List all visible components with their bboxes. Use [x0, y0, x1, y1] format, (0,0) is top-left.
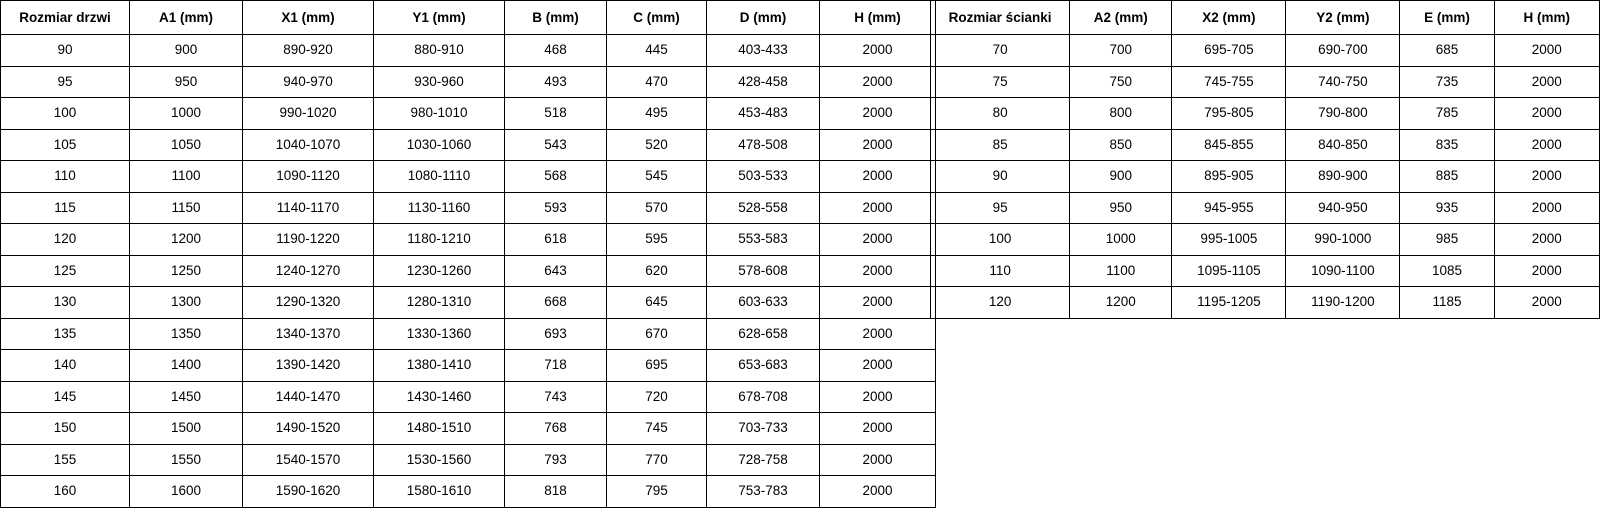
table-cell: 753-783 [707, 476, 820, 508]
table-cell: 493 [505, 66, 607, 98]
doors-column-header: Rozmiar drzwi [1, 1, 130, 35]
walls-dimensions-table [930, 0, 1600, 319]
table-cell: 693 [505, 318, 607, 350]
table-cell: 835 [1400, 129, 1494, 161]
table-cell: 100 [1, 98, 130, 130]
table-cell: 800 [1070, 98, 1172, 130]
table-row [931, 129, 1600, 161]
table-row [1, 255, 936, 287]
table-cell: 468 [505, 35, 607, 67]
table-row [1, 318, 936, 350]
walls-column-header: A2 (mm) [1070, 1, 1172, 35]
table-cell: 1090-1120 [243, 161, 374, 193]
doors-table-header [1, 1, 936, 35]
table-cell: 768 [505, 413, 607, 445]
table-cell: 518 [505, 98, 607, 130]
table-row [1, 66, 936, 98]
table-cell: 618 [505, 224, 607, 256]
doors-table-body [1, 35, 936, 508]
table-cell: 950 [1070, 192, 1172, 224]
walls-column-header: Y2 (mm) [1286, 1, 1400, 35]
table-cell: 1340-1370 [243, 318, 374, 350]
table-row [1, 129, 936, 161]
table-cell: 793 [505, 444, 607, 476]
table-cell: 95 [931, 192, 1070, 224]
table-cell: 885 [1400, 161, 1494, 193]
table-cell: 543 [505, 129, 607, 161]
table-cell: 1080-1110 [374, 161, 505, 193]
table-cell: 1100 [1070, 255, 1172, 287]
walls-table-body [931, 35, 1600, 319]
table-cell: 1000 [1070, 224, 1172, 256]
table-cell: 2000 [820, 413, 936, 445]
table-cell: 740-750 [1286, 66, 1400, 98]
doors-column-header: H (mm) [820, 1, 936, 35]
table-cell: 593 [505, 192, 607, 224]
table-cell: 743 [505, 381, 607, 413]
table-cell: 700 [1070, 35, 1172, 67]
table-cell: 785 [1400, 98, 1494, 130]
table-cell: 1185 [1400, 287, 1494, 319]
table-cell: 1150 [130, 192, 243, 224]
table-row [1, 98, 936, 130]
table-cell: 850 [1070, 129, 1172, 161]
table-cell: 90 [1, 35, 130, 67]
table-cell: 80 [931, 98, 1070, 130]
table-cell: 495 [607, 98, 707, 130]
table-cell: 690-700 [1286, 35, 1400, 67]
table-cell: 545 [607, 161, 707, 193]
table-cell: 1590-1620 [243, 476, 374, 508]
table-row [931, 192, 1600, 224]
table-row [1, 413, 936, 445]
table-cell: 945-955 [1172, 192, 1286, 224]
table-cell: 1180-1210 [374, 224, 505, 256]
table-cell: 2000 [1494, 287, 1599, 319]
table-cell: 745 [607, 413, 707, 445]
table-cell: 1190-1220 [243, 224, 374, 256]
table-cell: 890-920 [243, 35, 374, 67]
table-cell: 120 [1, 224, 130, 256]
table-cell: 1440-1470 [243, 381, 374, 413]
table-cell: 2000 [820, 224, 936, 256]
table-cell: 718 [505, 350, 607, 382]
table-cell: 2000 [820, 255, 936, 287]
table-cell: 1050 [130, 129, 243, 161]
table-cell: 1550 [130, 444, 243, 476]
table-cell: 1540-1570 [243, 444, 374, 476]
table-header-row [931, 1, 1600, 35]
table-cell: 100 [931, 224, 1070, 256]
table-cell: 478-508 [707, 129, 820, 161]
table-cell: 2000 [820, 444, 936, 476]
table-cell: 735 [1400, 66, 1494, 98]
table-cell: 1085 [1400, 255, 1494, 287]
table-cell: 1040-1070 [243, 129, 374, 161]
table-cell: 1095-1105 [1172, 255, 1286, 287]
table-header-row [1, 1, 936, 35]
table-cell: 745-755 [1172, 66, 1286, 98]
table-cell: 2000 [1494, 35, 1599, 67]
table-cell: 2000 [820, 287, 936, 319]
table-cell: 453-483 [707, 98, 820, 130]
doors-column-header: X1 (mm) [243, 1, 374, 35]
table-cell: 895-905 [1172, 161, 1286, 193]
table-cell: 445 [607, 35, 707, 67]
table-cell: 2000 [820, 192, 936, 224]
table-cell: 2000 [820, 66, 936, 98]
doors-column-header: D (mm) [707, 1, 820, 35]
table-cell: 990-1020 [243, 98, 374, 130]
table-cell: 1380-1410 [374, 350, 505, 382]
table-cell: 1600 [130, 476, 243, 508]
table-cell: 140 [1, 350, 130, 382]
table-cell: 720 [607, 381, 707, 413]
table-cell: 2000 [820, 350, 936, 382]
table-cell: 1280-1310 [374, 287, 505, 319]
walls-dimensions-table-container [930, 0, 1600, 319]
table-row [1, 476, 936, 508]
table-cell: 620 [607, 255, 707, 287]
table-cell: 70 [931, 35, 1070, 67]
table-cell: 1390-1420 [243, 350, 374, 382]
table-cell: 1190-1200 [1286, 287, 1400, 319]
walls-column-header: H (mm) [1494, 1, 1599, 35]
table-cell: 578-608 [707, 255, 820, 287]
table-row [1, 192, 936, 224]
table-cell: 603-633 [707, 287, 820, 319]
table-cell: 1290-1320 [243, 287, 374, 319]
table-cell: 130 [1, 287, 130, 319]
table-cell: 2000 [1494, 224, 1599, 256]
table-cell: 1330-1360 [374, 318, 505, 350]
table-cell: 770 [607, 444, 707, 476]
table-cell: 2000 [820, 35, 936, 67]
table-cell: 2000 [1494, 129, 1599, 161]
table-cell: 1350 [130, 318, 243, 350]
table-cell: 1130-1160 [374, 192, 505, 224]
table-cell: 115 [1, 192, 130, 224]
table-cell: 2000 [820, 381, 936, 413]
table-row [931, 35, 1600, 67]
table-row [931, 224, 1600, 256]
table-cell: 2000 [820, 98, 936, 130]
table-cell: 428-458 [707, 66, 820, 98]
table-cell: 668 [505, 287, 607, 319]
table-cell: 150 [1, 413, 130, 445]
table-cell: 2000 [1494, 192, 1599, 224]
table-cell: 750 [1070, 66, 1172, 98]
table-cell: 880-910 [374, 35, 505, 67]
table-cell: 678-708 [707, 381, 820, 413]
table-cell: 120 [931, 287, 1070, 319]
table-cell: 1195-1205 [1172, 287, 1286, 319]
table-cell: 145 [1, 381, 130, 413]
table-row [931, 161, 1600, 193]
table-cell: 110 [931, 255, 1070, 287]
table-cell: 85 [931, 129, 1070, 161]
table-cell: 1530-1560 [374, 444, 505, 476]
table-cell: 2000 [820, 476, 936, 508]
table-cell: 795 [607, 476, 707, 508]
table-row [931, 287, 1600, 319]
table-cell: 980-1010 [374, 98, 505, 130]
doors-column-header: Y1 (mm) [374, 1, 505, 35]
table-cell: 643 [505, 255, 607, 287]
table-cell: 75 [931, 66, 1070, 98]
table-cell: 890-900 [1286, 161, 1400, 193]
table-cell: 703-733 [707, 413, 820, 445]
table-cell: 105 [1, 129, 130, 161]
walls-table-header [931, 1, 1600, 35]
table-row [931, 66, 1600, 98]
table-cell: 135 [1, 318, 130, 350]
table-cell: 950 [130, 66, 243, 98]
table-cell: 1030-1060 [374, 129, 505, 161]
table-cell: 728-758 [707, 444, 820, 476]
table-cell: 2000 [820, 129, 936, 161]
table-cell: 1490-1520 [243, 413, 374, 445]
table-cell: 1240-1270 [243, 255, 374, 287]
table-cell: 2000 [820, 318, 936, 350]
table-cell: 900 [130, 35, 243, 67]
doors-column-header: C (mm) [607, 1, 707, 35]
table-row [1, 381, 936, 413]
table-cell: 2000 [1494, 255, 1599, 287]
table-cell: 470 [607, 66, 707, 98]
table-cell: 553-583 [707, 224, 820, 256]
table-cell: 985 [1400, 224, 1494, 256]
table-cell: 2000 [820, 161, 936, 193]
table-cell: 628-658 [707, 318, 820, 350]
table-cell: 403-433 [707, 35, 820, 67]
table-cell: 595 [607, 224, 707, 256]
table-cell: 503-533 [707, 161, 820, 193]
table-cell: 645 [607, 287, 707, 319]
table-cell: 1430-1460 [374, 381, 505, 413]
table-cell: 125 [1, 255, 130, 287]
table-cell: 1100 [130, 161, 243, 193]
table-cell: 845-855 [1172, 129, 1286, 161]
table-cell: 1300 [130, 287, 243, 319]
table-cell: 1400 [130, 350, 243, 382]
table-row [931, 98, 1600, 130]
table-row [1, 35, 936, 67]
table-cell: 695 [607, 350, 707, 382]
table-cell: 528-558 [707, 192, 820, 224]
table-cell: 2000 [1494, 98, 1599, 130]
walls-column-header: E (mm) [1400, 1, 1494, 35]
table-row [931, 255, 1600, 287]
table-cell: 670 [607, 318, 707, 350]
table-cell: 160 [1, 476, 130, 508]
table-cell: 570 [607, 192, 707, 224]
table-cell: 1250 [130, 255, 243, 287]
table-cell: 568 [505, 161, 607, 193]
table-cell: 990-1000 [1286, 224, 1400, 256]
table-cell: 95 [1, 66, 130, 98]
table-cell: 520 [607, 129, 707, 161]
table-row [1, 287, 936, 319]
table-cell: 1500 [130, 413, 243, 445]
table-cell: 1200 [1070, 287, 1172, 319]
table-cell: 1480-1510 [374, 413, 505, 445]
table-cell: 90 [931, 161, 1070, 193]
table-cell: 695-705 [1172, 35, 1286, 67]
table-cell: 1000 [130, 98, 243, 130]
table-cell: 1230-1260 [374, 255, 505, 287]
table-cell: 1090-1100 [1286, 255, 1400, 287]
doors-column-header: A1 (mm) [130, 1, 243, 35]
table-cell: 790-800 [1286, 98, 1400, 130]
table-cell: 1450 [130, 381, 243, 413]
table-cell: 685 [1400, 35, 1494, 67]
walls-column-header: X2 (mm) [1172, 1, 1286, 35]
table-row [1, 350, 936, 382]
table-cell: 155 [1, 444, 130, 476]
table-cell: 840-850 [1286, 129, 1400, 161]
table-cell: 2000 [1494, 66, 1599, 98]
doors-column-header: B (mm) [505, 1, 607, 35]
table-cell: 1200 [130, 224, 243, 256]
table-cell: 1580-1610 [374, 476, 505, 508]
table-cell: 940-970 [243, 66, 374, 98]
walls-column-header: Rozmiar ścianki [931, 1, 1070, 35]
table-cell: 818 [505, 476, 607, 508]
table-row [1, 224, 936, 256]
table-row [1, 161, 936, 193]
table-cell: 110 [1, 161, 130, 193]
table-cell: 995-1005 [1172, 224, 1286, 256]
table-cell: 795-805 [1172, 98, 1286, 130]
table-cell: 940-950 [1286, 192, 1400, 224]
table-cell: 900 [1070, 161, 1172, 193]
table-cell: 653-683 [707, 350, 820, 382]
table-cell: 935 [1400, 192, 1494, 224]
table-cell: 1140-1170 [243, 192, 374, 224]
table-cell: 2000 [1494, 161, 1599, 193]
table-row [1, 444, 936, 476]
table-cell: 930-960 [374, 66, 505, 98]
